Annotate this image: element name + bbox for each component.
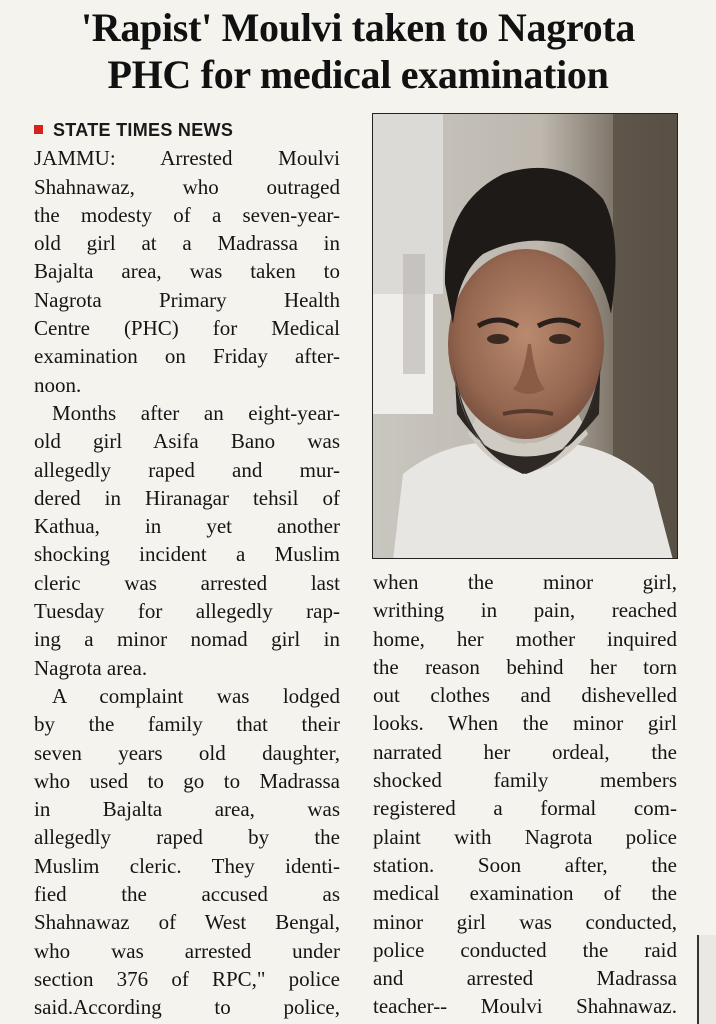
text-line: fied the accused as bbox=[34, 882, 340, 907]
text-line: shocked family members bbox=[373, 768, 677, 793]
text-line: Months after an eight-year- bbox=[52, 400, 340, 425]
text-line: the reason behind her torn bbox=[373, 654, 677, 679]
text-line: station. Soon after, the bbox=[373, 852, 677, 877]
text-line: writhing in pain, reached bbox=[373, 598, 677, 623]
text-line: medical examination of the bbox=[373, 881, 677, 906]
text-line: Muslim cleric. They identi- bbox=[34, 853, 340, 878]
text-line: Tuesday for allegedly rap- bbox=[34, 599, 340, 624]
text-line: A complaint was lodged bbox=[52, 683, 340, 708]
photo-portrait bbox=[372, 113, 678, 559]
text-line: in Bajalta area, was bbox=[34, 797, 340, 822]
text-line: out clothes and dishevelled bbox=[373, 683, 677, 708]
text-line: police conducted the raid bbox=[373, 937, 677, 962]
text-line: Nagrota area. bbox=[34, 655, 148, 680]
byline bbox=[34, 116, 340, 144]
text-line: cleric was arrested last bbox=[34, 570, 340, 595]
article-right-column bbox=[373, 568, 677, 1021]
text-line: home, her mother inquired bbox=[373, 626, 677, 651]
text-line: section 376 of RPC," police bbox=[34, 966, 340, 991]
text-line: plaint with Nagrota police bbox=[373, 824, 677, 849]
text-line: and arrested Madrassa bbox=[373, 966, 677, 991]
text-line: looks. When the minor girl bbox=[373, 711, 677, 736]
text-line: allegedly raped and mur- bbox=[34, 457, 340, 482]
text-line: by the family that their bbox=[34, 712, 340, 737]
text-line: seven years old daughter, bbox=[34, 740, 340, 765]
text-line: teacher-- Moulvi Shahnawaz. bbox=[373, 994, 677, 1019]
text-line: minor girl was conducted, bbox=[373, 909, 677, 934]
text-line: Kathua, in yet another bbox=[34, 514, 340, 539]
text-line: noon. bbox=[34, 372, 82, 397]
article-left-column bbox=[34, 116, 340, 1022]
text-line: who was arrested under bbox=[34, 938, 340, 963]
text-line: shocking incident a Muslim bbox=[34, 542, 340, 567]
text-line: who used to go to Madrassa bbox=[34, 768, 340, 793]
text-line: JAMMU: Arrested Moulvi bbox=[34, 146, 340, 171]
text-line: old girl at a Madrassa in bbox=[34, 231, 340, 256]
text-line: narrated her ordeal, the bbox=[373, 739, 677, 764]
headline-line-2: PHC for medical examination bbox=[107, 52, 609, 97]
text-line: when the minor girl, bbox=[373, 570, 677, 594]
text-line: ing a minor nomad girl in bbox=[34, 627, 340, 652]
text-line: said.According to police, bbox=[34, 995, 340, 1020]
text-line: the modesty of a seven-year- bbox=[34, 202, 340, 227]
text-line: allegedly raped by the bbox=[34, 825, 340, 850]
headline-line-1: 'Rapist' Moulvi taken to Nagrota bbox=[80, 5, 636, 50]
text-line: Centre (PHC) for Medical bbox=[34, 316, 340, 341]
text-line: dered in Hiranagar tehsil of bbox=[34, 485, 340, 510]
bullet-square-icon bbox=[34, 125, 43, 134]
text-line: old girl Asifa Bano was bbox=[34, 429, 340, 454]
text-line: Bajalta area, was taken to bbox=[34, 259, 340, 284]
text-line: examination on Friday after- bbox=[34, 344, 340, 369]
right-column-text bbox=[373, 568, 677, 1021]
headline bbox=[0, 4, 716, 98]
text-line: Shahnawaz, who outraged bbox=[34, 174, 340, 199]
byline-text: STATE TIMES NEWS bbox=[53, 120, 234, 140]
left-column-text bbox=[34, 144, 340, 1021]
portrait-photo-icon bbox=[373, 114, 678, 559]
adjacent-page-edge bbox=[697, 935, 716, 1024]
text-line: Nagrota Primary Health bbox=[34, 287, 340, 312]
text-line: registered a formal com- bbox=[373, 796, 677, 821]
text-line: Shahnawaz of West Bengal, bbox=[34, 910, 340, 935]
